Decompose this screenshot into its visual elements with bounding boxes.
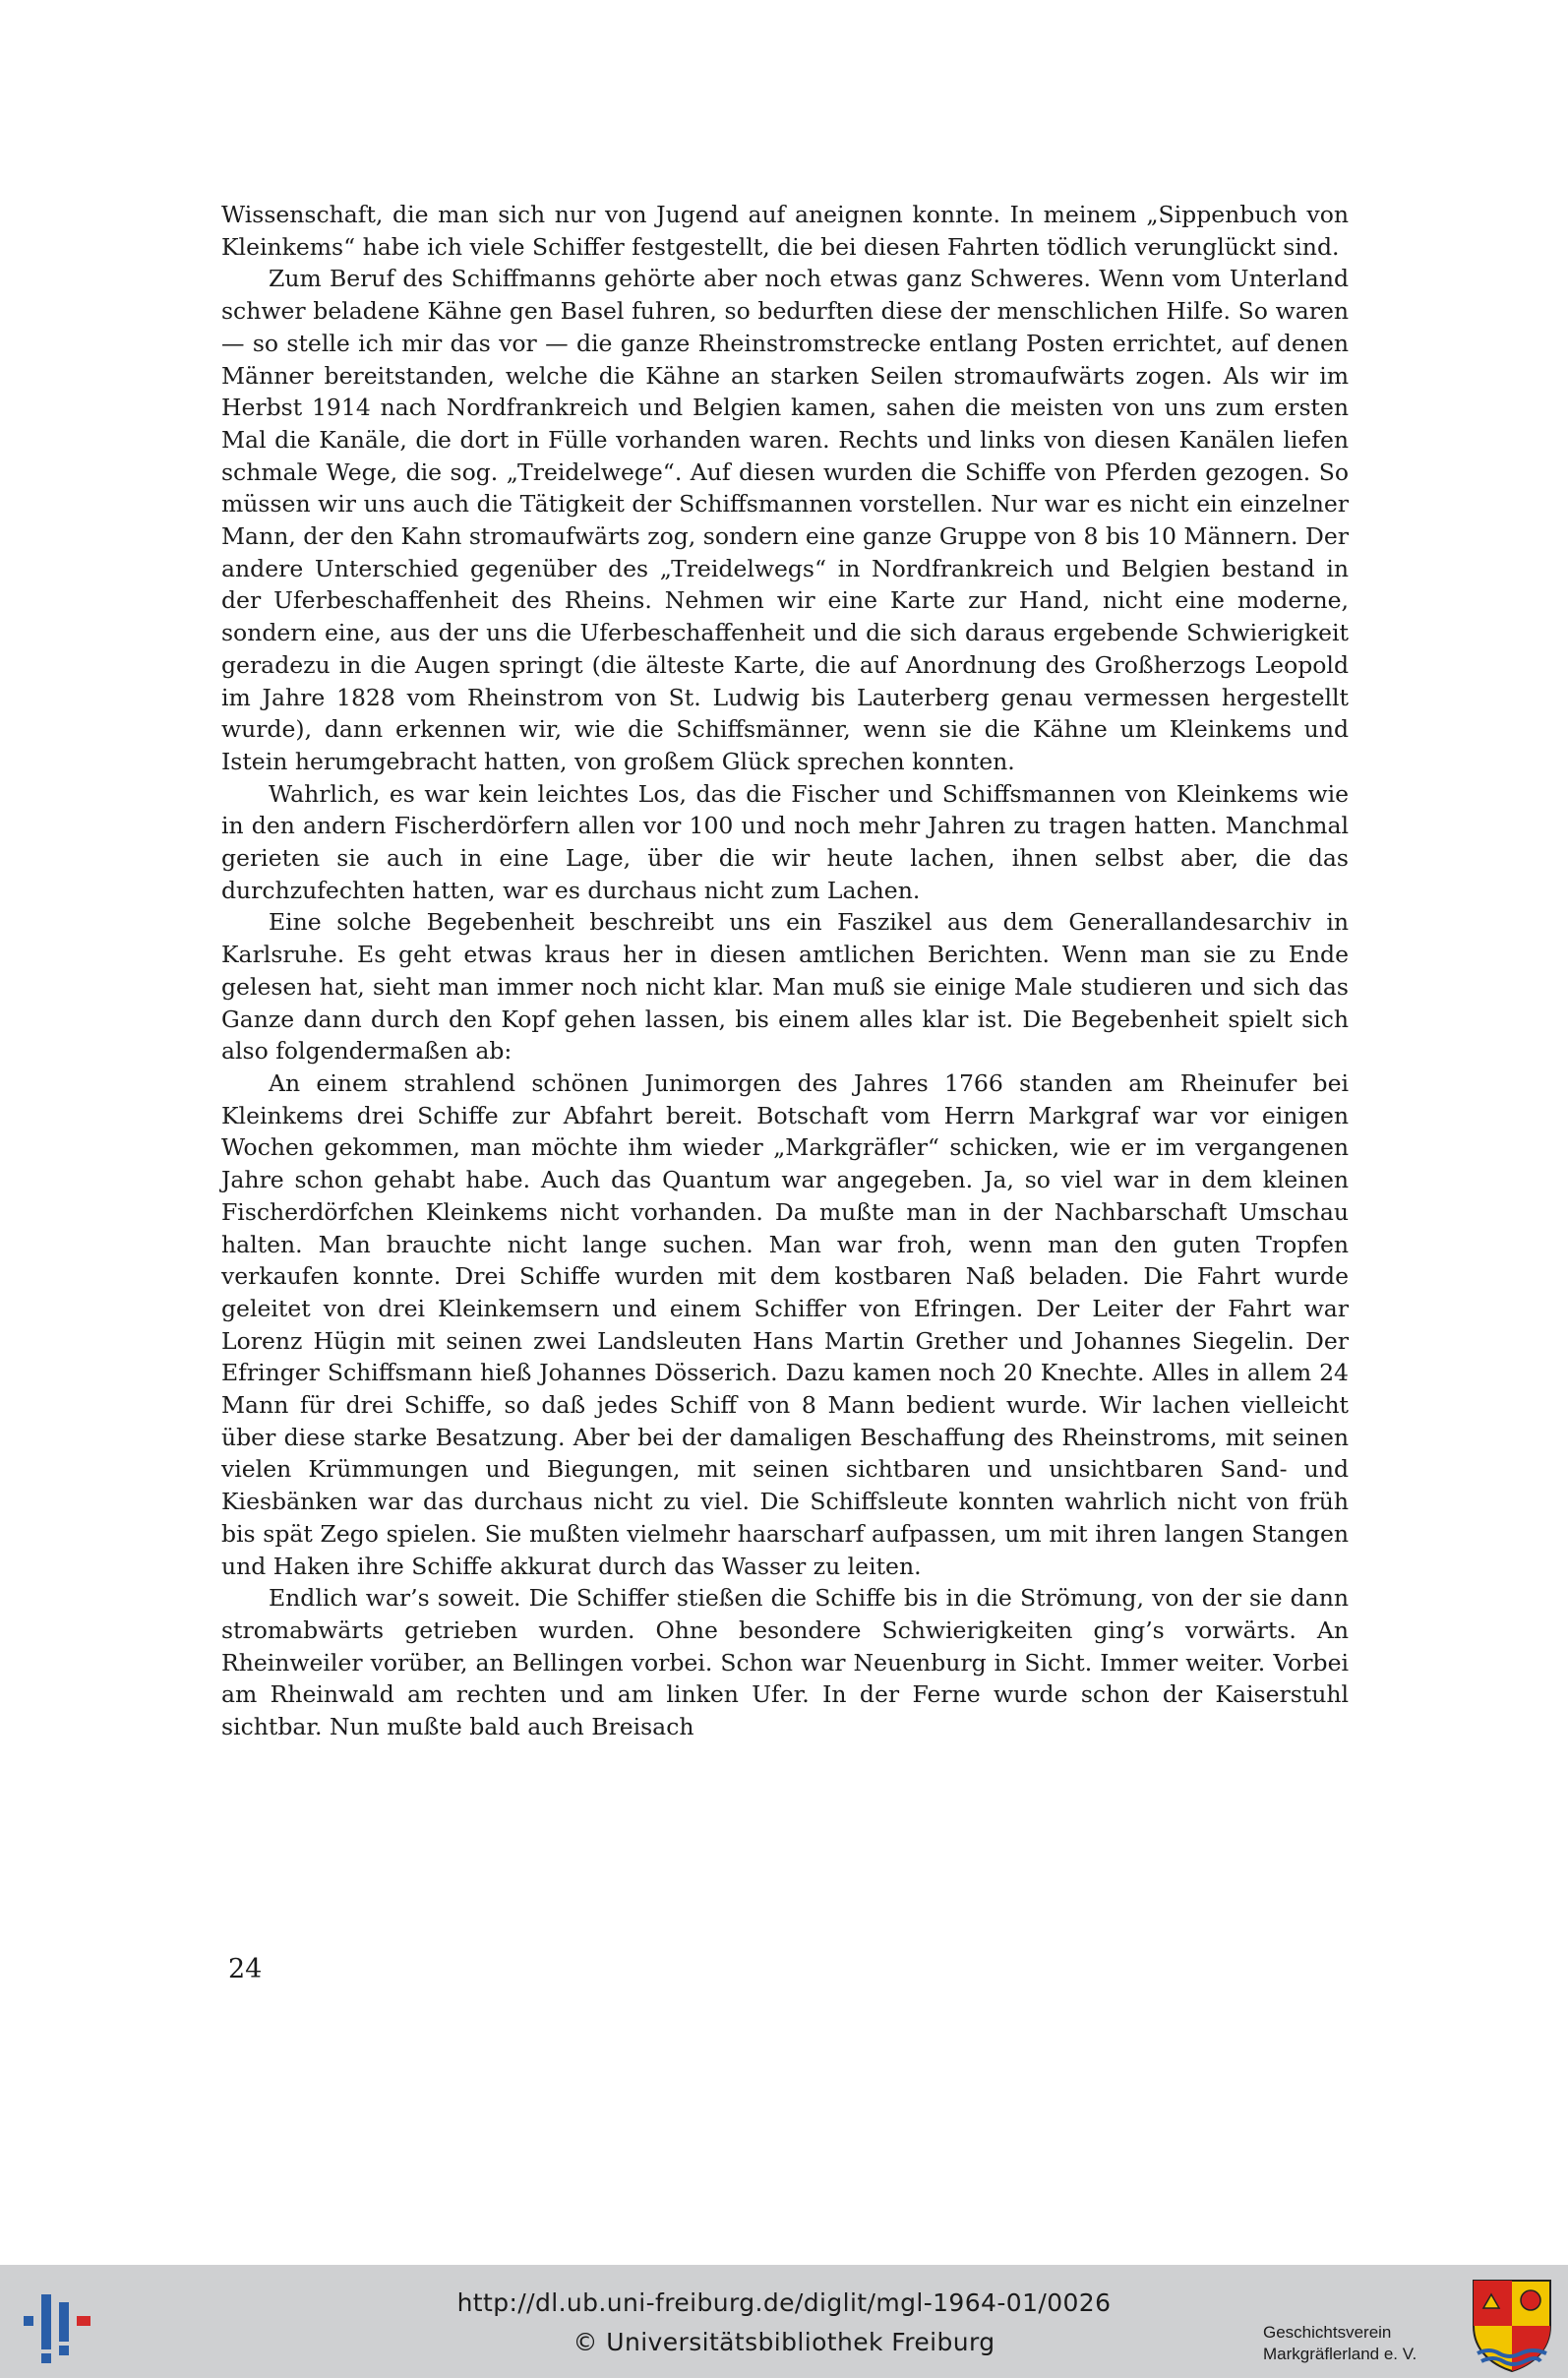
paragraph: Eine solche Begebenheit beschreibt uns ein Faszikel aus dem Generallandesarchiv in Karlsruhe. Es geht etwas kraus her in diesen amtlichen Berichten. Wenn man sie zu Ende gelesen hat, sieht man immer noch nicht klar. Man muß sie einige Male studieren und sich das Ganze dann durch den Kopf gehen lassen, bis einem alles klar ist. Die Begebenheit spielt sich also folgendermaßen ab: [221, 908, 1349, 1066]
coat-of-arms-icon[interactable] [1470, 2275, 1554, 2373]
paragraph: An einem strahlend schönen Junimorgen des Jahres 1766 standen am Rheinufer bei Kleinkems drei Schiffe zur Abfahrt bereit. Botschaft vom Herrn Markgraf war vor einigen Wochen gekommen, man möchte ihm wieder „Markgräfler“ schicken, wie er im vergangenen Jahre schon gehabt habe. Auch das Quantum war angegeben. Ja, so viel war in dem kleinen Fischerdörfchen Kleinkems nicht vorhanden. Da mußte man in der Nachbarschaft Umschau halten. Man brauchte nicht lange suchen. Man war froh, wenn man den guten Tropfen verkaufen konnte. Drei Schiffe wurden mit dem kostbaren Naß beladen. Die Fahrt wurde geleitet von drei Kleinkemsern und einem Schiffer von Efringen. Der Leiter der Fahrt war Lorenz Hügin mit seinen zwei Landsleuten Hans Martin Grether und Johannes Siegelin. Der Efringer Schiffsmann hieß Johannes Dösserich. Dazu kamen noch 20 Knechte. Alles in allem 24 Mann für drei Schiffe, so daß jedes Schiff von 8 Mann bedient wurde. Wir lachen vielleicht über diese starke Besatzung. Aber bei der damaligen Beschaffung des Rheinstroms, mit seinen vielen Krümmungen und Biegungen, mit seinen sichtbaren und unsichtbaren Sand- und Kiesbänken war das durchaus nicht zu viel. Die Schiffsleute konnten wahrlich nicht von früh bis spät Zego spielen. Sie mußten vielmehr haarscharf aufpassen, um mit ihren langen Stangen und Haken ihre Schiffe akkurat durch das Wasser zu leiten. [221, 1068, 1349, 1580]
paragraph: Wissenschaft, die man sich nur von Jugend auf aneignen konnte. In meinem „Sippenbuch von Kleinkems“ habe ich viele Schiffer festgestellt, die bei diesen Fahrten tödlich verunglückt sind. [221, 201, 1349, 261]
footer-copyright: © Universitätsbibliothek Freiburg [573, 2328, 995, 2356]
footer-bar [0, 2265, 1568, 2378]
paragraph: Wahrlich, es war kein leichtes Los, das die Fischer und Schiffsmannen von Kleinkems wie in den andern Fischerdörfern allen vor 100 und noch mehr Jahren zu tragen hatten. Manchmal gerieten sie auch in eine Lage, über die wir heute lachen, ihnen selbst aber, die das durchzufechten hatten, war es durchaus nicht zum Lachen. [221, 779, 1349, 904]
page-number: 24 [228, 1954, 263, 1984]
page-body [221, 199, 1349, 1743]
society-name [1263, 2322, 1417, 2365]
society-line-2: Markgräflerland e. V. [1263, 2345, 1417, 2363]
paragraph: Endlich war’s soweit. Die Schiffer stießen die Schiffe bis in die Strömung, von der sie dann stromabwärts getrieben wurden. Ohne besondere Schwierigkeiten ging’s vorwärts. An Rheinweiler vorüber, an Bellingen vorbei. Schon war Neuenburg in Sicht. Immer weiter. Vorbei am Rheinwald am rechten und am linken Ufer. In der Ferne wurde schon der Kaiserstuhl sichtbar. Nun mußte bald auch Breisach [221, 1584, 1349, 1741]
footer-url-link[interactable]: http://dl.ub.uni-freiburg.de/diglit/mgl-1964-01/0026 [456, 2288, 1112, 2317]
paragraph: Zum Beruf des Schiffmanns gehörte aber noch etwas ganz Schweres. Wenn vom Unterland schwer beladene Kähne gen Basel fuhren, so bedurften diese der menschlichen Hilfe. So waren — so stelle ich mir das vor — die ganze Rheinstromstrecke entlang Posten errichtet, auf denen Männer bereitstanden, welche die Kähne an starken Seilen stromaufwärts zogen. Als wir im Herbst 1914 nach Nordfrankreich und Belgien kamen, sahen die meisten von uns zum ersten Mal die Kanäle, die dort in Fülle vorhanden waren. Rechts und links von diesen Kanälen liefen schmale Wege, die sog. „Treidelwege“. Auf diesen wurden die Schiffe von Pferden gezogen. So müssen wir uns auch die Tätigkeit der Schiffsmannen vorstellen. Nur war es nicht ein einzelner Mann, der den Kahn stromaufwärts zog, sondern eine ganze Gruppe von 8 bis 10 Männern. Der andere Unterschied gegenüber des „Treidelwegs“ in Nordfrankreich und Belgien bestand in der Uferbeschaffenheit des Rheins. Nehmen wir eine Karte zur Hand, nicht eine moderne, sondern eine, aus der uns die Uferbeschaffenheit und die sich daraus ergebende Schwierigkeit geradezu in die Augen springt (die älteste Karte, die auf Anordnung des Großherzogs Leopold im Jahre 1828 vom Rheinstrom von St. Ludwig bis Lauterberg genau vermessen hergestellt wurde), dann erkennen wir, wie die Schiffsmänner, wenn sie die Kähne um Kleinkems und Istein herumgebracht hatten, von großem Glück sprechen konnten. [221, 265, 1349, 775]
society-line-1: Geschichtsverein [1263, 2323, 1392, 2342]
